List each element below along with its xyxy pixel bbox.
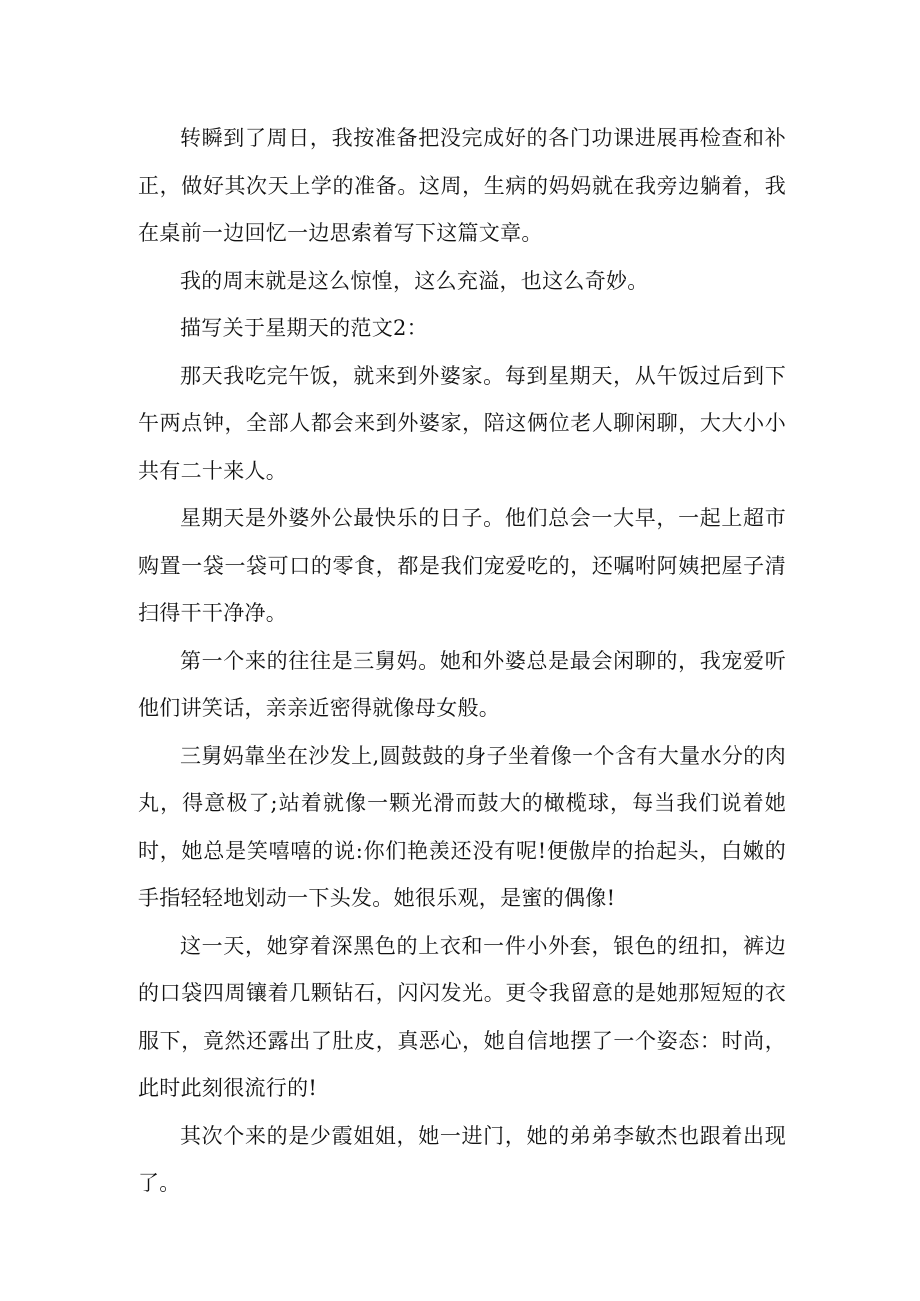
paragraph: 第一个来的往往是三舅妈。她和外婆总是最会闲聊的，我宠爱听他们讲笑话，亲亲近密得就像母女般。 xyxy=(138,648,786,720)
paragraph: 转瞬到了周日，我按准备把没完成好的各门功课进展再检查和补正，做好其次天上学的准备。这周，生病的妈妈就在我旁边躺着，我在桌前一边回忆一边思索着写下这篇文章。 xyxy=(138,126,786,245)
paragraph: 这一天，她穿着深黑色的上衣和一件小外套，银色的纽扣，裤边的口袋四周镶着几颗钻石，闪闪发光。更令我留意的是她那短短的衣服下，竟然还露出了肚皮，真恶心，她自信地摆了一个姿态：时尚，此时此刻很流行的! xyxy=(138,933,786,1100)
paragraph: 那天我吃完午饭，就来到外婆家。每到星期天，从午饭过后到下午两点钟，全部人都会来到外婆家，陪这俩位老人聊闲聊，大大小小共有二十来人。 xyxy=(138,363,786,483)
paragraph: 描写关于星期天的范文2： xyxy=(180,316,428,340)
document-body xyxy=(138,115,786,1208)
paragraph: 星期天是外婆外公最快乐的日子。他们总会一大早，一起上超市购置一袋一袋可口的零食，都是我们宠爱吃的，还嘱咐阿姨把屋子清扫得干干净净。 xyxy=(138,506,786,625)
paragraph: 我的周末就是这么惊惶，这么充溢，也这么奇妙。 xyxy=(180,268,649,293)
paragraph: 其次个来的是少霞姐姐，她一进门，她的弟弟李敏杰也跟着出现了。 xyxy=(138,1123,786,1195)
paragraph: 三舅妈靠坐在沙发上,圆鼓鼓的身子坐着像一个含有大量水分的肉丸，得意极了;站着就像一颗光滑而鼓大的橄榄球，每当我们说着她时，她总是笑嘻嘻的说:你们艳羡还没有呢!便傲岸的抬起头，白嫩的手指轻轻地划动一下头发。她很乐观，是蜜的偶像! xyxy=(138,743,786,910)
